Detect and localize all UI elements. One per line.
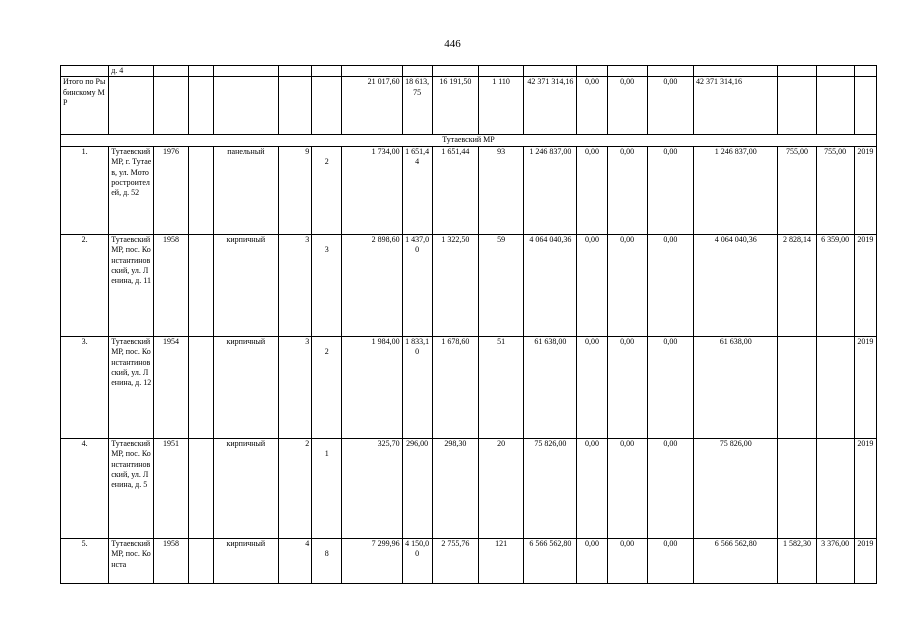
row-floors: 9 xyxy=(279,146,312,234)
row-living-area: 4 150,00 xyxy=(402,538,432,583)
total-row xyxy=(61,77,877,135)
row-fund: 0,00 xyxy=(577,438,607,538)
row-cost: 4 064 040,36 xyxy=(524,234,577,336)
row-cost: 6 566 562,80 xyxy=(524,538,577,583)
row-entrances: 1 xyxy=(312,438,342,538)
row-material: панельный xyxy=(213,146,278,234)
row-entrances: 2 xyxy=(312,336,342,438)
row-living-area: 296,00 xyxy=(402,438,432,538)
row-year-end: 2019 xyxy=(854,234,876,336)
row-regional: 0,00 xyxy=(607,538,647,583)
row-specific-cost: 1 582,30 xyxy=(778,538,816,583)
row-year: 1958 xyxy=(154,538,188,583)
row-owners: 61 638,00 xyxy=(693,336,777,438)
row-year: 1954 xyxy=(154,336,188,438)
row-living-area: 1 833,10 xyxy=(402,336,432,438)
total-residential-area: 16 191,50 xyxy=(432,77,478,135)
row-fund: 0,00 xyxy=(577,146,607,234)
row-municipal: 0,00 xyxy=(647,336,693,438)
total-owners: 42 371 314,16 xyxy=(693,77,777,135)
row-year-end: 2019 xyxy=(854,538,876,583)
row-material: кирпичный xyxy=(213,438,278,538)
row-address: Тутаевский МР, пос. Конста xyxy=(109,538,154,583)
row-regional: 0,00 xyxy=(607,146,647,234)
row-max-cost: 6 359,00 xyxy=(816,234,854,336)
row-max-cost: 3 376,00 xyxy=(816,538,854,583)
row-owners: 4 064 040,36 xyxy=(693,234,777,336)
row-number: 4. xyxy=(61,438,109,538)
row-regional: 0,00 xyxy=(607,234,647,336)
total-residents: 1 110 xyxy=(478,77,523,135)
row-year-end: 2019 xyxy=(854,146,876,234)
row-year-end: 2019 xyxy=(854,438,876,538)
row-max-cost xyxy=(816,336,854,438)
row-fund: 0,00 xyxy=(577,336,607,438)
row-living-area: 1 437,00 xyxy=(402,234,432,336)
table-row xyxy=(61,336,877,438)
row-residential-area: 1 651,44 xyxy=(432,146,478,234)
row-specific-cost xyxy=(778,438,816,538)
row-cost: 1 246 837,00 xyxy=(524,146,577,234)
row-entrances: 2 xyxy=(312,146,342,234)
address-tail: д. 4 xyxy=(109,66,154,77)
table-row xyxy=(61,234,877,336)
section-row xyxy=(61,135,877,146)
row-residents: 121 xyxy=(478,538,523,583)
row-entrances: 8 xyxy=(312,538,342,583)
row-municipal: 0,00 xyxy=(647,538,693,583)
row-residents: 20 xyxy=(478,438,523,538)
row-residential-area: 2 755,76 xyxy=(432,538,478,583)
row-material: кирпичный xyxy=(213,336,278,438)
row-residential-area: 298,30 xyxy=(432,438,478,538)
page-number: 446 xyxy=(444,38,461,50)
row-year: 1976 xyxy=(154,146,188,234)
row-address: Тутаевский МР, пос. Константиновский, ул. Ленина, д. 12 xyxy=(109,336,154,438)
row-specific-cost xyxy=(778,336,816,438)
row-floors: 3 xyxy=(279,234,312,336)
row-fund: 0,00 xyxy=(577,234,607,336)
row-year-end: 2019 xyxy=(854,336,876,438)
total-fund: 0,00 xyxy=(577,77,607,135)
row-address: Тутаевский МР, пос. Константиновский, ул. Ленина, д. 5 xyxy=(109,438,154,538)
row-specific-cost: 2 828,14 xyxy=(778,234,816,336)
table-row xyxy=(61,146,877,234)
row-residents: 59 xyxy=(478,234,523,336)
housing-register-table xyxy=(60,65,877,584)
row-number: 3. xyxy=(61,336,109,438)
row-entrances: 3 xyxy=(312,234,342,336)
row-material: кирпичный xyxy=(213,538,278,583)
total-area: 21 017,60 xyxy=(342,77,402,135)
row-residential-area: 1 678,60 xyxy=(432,336,478,438)
total-regional: 0,00 xyxy=(607,77,647,135)
row-cost: 61 638,00 xyxy=(524,336,577,438)
row-year: 1958 xyxy=(154,234,188,336)
row-address: Тутаевский МР, пос. Константиновский, ул. Ленина, д. 11 xyxy=(109,234,154,336)
row-municipal: 0,00 xyxy=(647,234,693,336)
row-floors: 4 xyxy=(279,538,312,583)
row-residents: 51 xyxy=(478,336,523,438)
row-total-area: 7 299,96 xyxy=(342,538,402,583)
row-specific-cost: 755,00 xyxy=(778,146,816,234)
row-material: кирпичный xyxy=(213,234,278,336)
row-year: 1951 xyxy=(154,438,188,538)
total-living-area: 18 613,75 xyxy=(402,77,432,135)
row-residents: 93 xyxy=(478,146,523,234)
row-cost: 75 826,00 xyxy=(524,438,577,538)
row-total-area: 1 734,00 xyxy=(342,146,402,234)
row-municipal: 0,00 xyxy=(647,146,693,234)
section-title: Тутаевский МР xyxy=(61,135,877,146)
total-municipal: 0,00 xyxy=(647,77,693,135)
row-total-area: 2 898,60 xyxy=(342,234,402,336)
row-total-area: 325,70 xyxy=(342,438,402,538)
row-address: Тутаевский МР, г. Тутаев, ул. Моторостроителей, д. 52 xyxy=(109,146,154,234)
row-owners: 1 246 837,00 xyxy=(693,146,777,234)
row-floors: 3 xyxy=(279,336,312,438)
row-residential-area: 1 322,50 xyxy=(432,234,478,336)
top-continuation-row xyxy=(61,66,877,77)
row-owners: 6 566 562,80 xyxy=(693,538,777,583)
row-floors: 2 xyxy=(279,438,312,538)
row-number: 2. xyxy=(61,234,109,336)
row-max-cost xyxy=(816,438,854,538)
row-living-area: 1 651,44 xyxy=(402,146,432,234)
row-max-cost: 755,00 xyxy=(816,146,854,234)
row-regional: 0,00 xyxy=(607,336,647,438)
total-label: Итого по Рыбинскому МР xyxy=(61,77,109,135)
row-number: 1. xyxy=(61,146,109,234)
table-row xyxy=(61,538,877,583)
total-cost: 42 371 314,16 xyxy=(524,77,577,135)
row-number: 5. xyxy=(61,538,109,583)
table-row xyxy=(61,438,877,538)
row-owners: 75 826,00 xyxy=(693,438,777,538)
row-fund: 0,00 xyxy=(577,538,607,583)
row-total-area: 1 984,00 xyxy=(342,336,402,438)
row-regional: 0,00 xyxy=(607,438,647,538)
row-municipal: 0,00 xyxy=(647,438,693,538)
